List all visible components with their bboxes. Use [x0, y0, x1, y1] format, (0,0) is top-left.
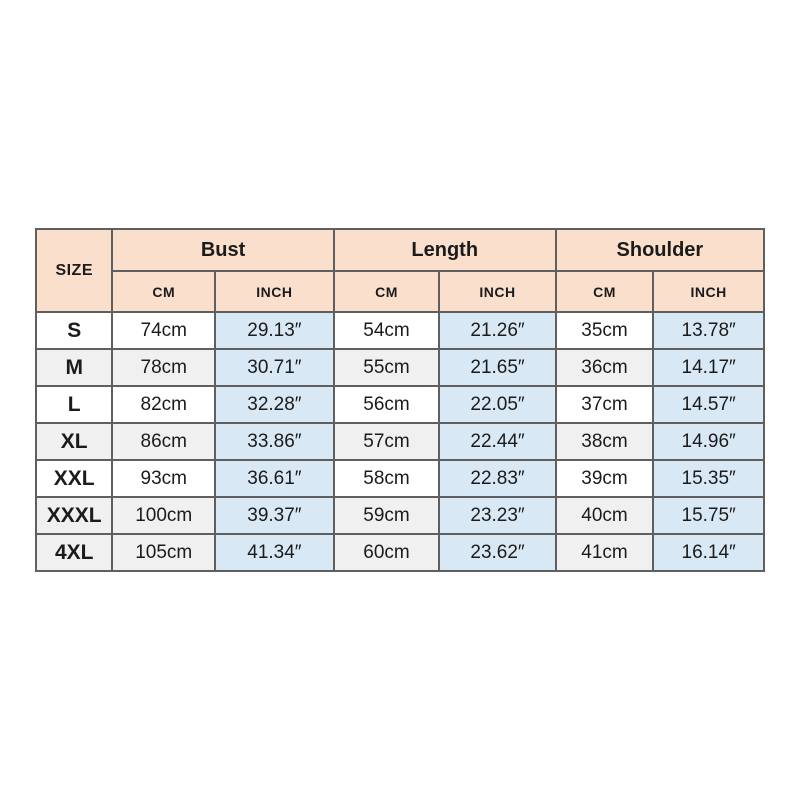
bust-group-header: Bust	[112, 229, 333, 271]
size-chart-table	[35, 228, 765, 572]
shoulder-inch-cell: 13.78″	[653, 312, 764, 349]
shoulder-inch-cell: 14.96″	[653, 423, 764, 460]
size-column-header: SIZE	[36, 229, 112, 312]
bust-cm-cell: 105cm	[112, 534, 215, 571]
size-cell: XXXL	[36, 497, 112, 534]
bust-cm-cell: 78cm	[112, 349, 215, 386]
table-row	[36, 497, 764, 534]
shoulder-inch-cell: 16.14″	[653, 534, 764, 571]
length-cm-cell: 58cm	[334, 460, 440, 497]
table-row	[36, 386, 764, 423]
shoulder-cm-cell: 38cm	[556, 423, 654, 460]
length-inch-cell: 21.65″	[439, 349, 555, 386]
length-inch-cell: 22.44″	[439, 423, 555, 460]
table-row	[36, 349, 764, 386]
shoulder-cm-cell: 36cm	[556, 349, 654, 386]
size-cell: XL	[36, 423, 112, 460]
bust-inch-cell: 39.37″	[215, 497, 334, 534]
size-cell: S	[36, 312, 112, 349]
size-cell: XXL	[36, 460, 112, 497]
table-row	[36, 423, 764, 460]
shoulder-inch-cell: 15.75″	[653, 497, 764, 534]
bust-cm-cell: 86cm	[112, 423, 215, 460]
shoulder-cm-header: CM	[556, 271, 654, 312]
length-cm-cell: 59cm	[334, 497, 440, 534]
shoulder-inch-cell: 15.35″	[653, 460, 764, 497]
length-cm-cell: 57cm	[334, 423, 440, 460]
bust-inch-cell: 41.34″	[215, 534, 334, 571]
length-inch-cell: 23.62″	[439, 534, 555, 571]
shoulder-cm-cell: 39cm	[556, 460, 654, 497]
shoulder-inch-header: INCH	[653, 271, 764, 312]
shoulder-group-header: Shoulder	[556, 229, 764, 271]
length-inch-cell: 21.26″	[439, 312, 555, 349]
shoulder-inch-cell: 14.57″	[653, 386, 764, 423]
bust-cm-cell: 82cm	[112, 386, 215, 423]
length-cm-header: CM	[334, 271, 440, 312]
size-cell: M	[36, 349, 112, 386]
bust-inch-header: INCH	[215, 271, 334, 312]
bust-cm-cell: 93cm	[112, 460, 215, 497]
bust-cm-cell: 100cm	[112, 497, 215, 534]
shoulder-cm-cell: 41cm	[556, 534, 654, 571]
table-row	[36, 534, 764, 571]
group-header-row	[36, 229, 764, 271]
length-cm-cell: 54cm	[334, 312, 440, 349]
length-inch-cell: 23.23″	[439, 497, 555, 534]
bust-inch-cell: 30.71″	[215, 349, 334, 386]
table-row	[36, 312, 764, 349]
bust-cm-cell: 74cm	[112, 312, 215, 349]
bust-inch-cell: 32.28″	[215, 386, 334, 423]
bust-inch-cell: 36.61″	[215, 460, 334, 497]
bust-cm-header: CM	[112, 271, 215, 312]
length-cm-cell: 55cm	[334, 349, 440, 386]
length-inch-cell: 22.83″	[439, 460, 555, 497]
length-cm-cell: 56cm	[334, 386, 440, 423]
length-cm-cell: 60cm	[334, 534, 440, 571]
length-inch-cell: 22.05″	[439, 386, 555, 423]
unit-header-row	[36, 271, 764, 312]
shoulder-cm-cell: 40cm	[556, 497, 654, 534]
length-group-header: Length	[334, 229, 556, 271]
size-cell: L	[36, 386, 112, 423]
shoulder-cm-cell: 37cm	[556, 386, 654, 423]
size-chart	[35, 228, 765, 572]
size-cell: 4XL	[36, 534, 112, 571]
bust-inch-cell: 33.86″	[215, 423, 334, 460]
bust-inch-cell: 29.13″	[215, 312, 334, 349]
table-row	[36, 460, 764, 497]
shoulder-inch-cell: 14.17″	[653, 349, 764, 386]
shoulder-cm-cell: 35cm	[556, 312, 654, 349]
length-inch-header: INCH	[439, 271, 555, 312]
